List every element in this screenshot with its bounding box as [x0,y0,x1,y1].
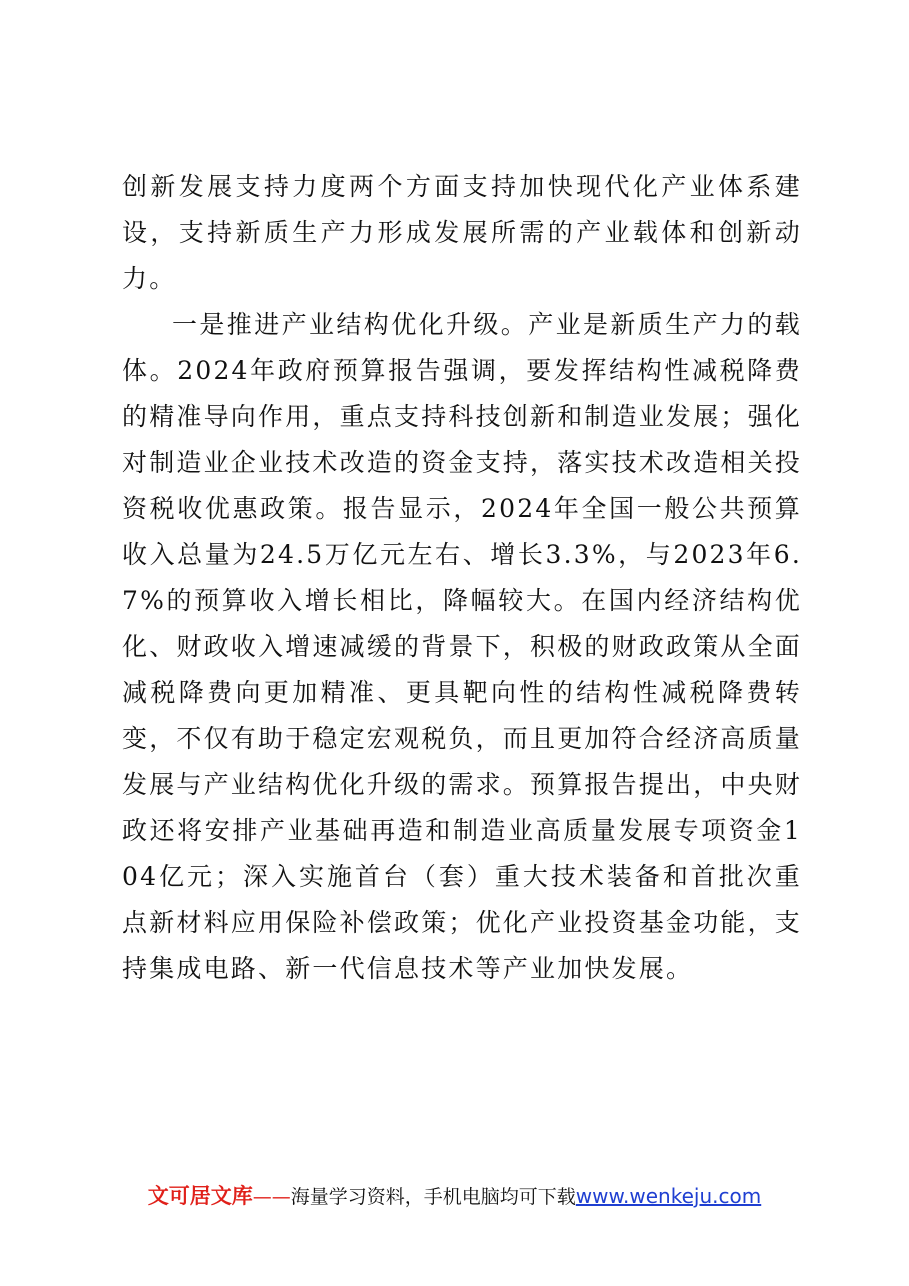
footer-brand: 文可居文库 [147,1184,253,1208]
footer-website-link[interactable]: www.wenkeju.com [575,1184,762,1208]
paragraph-industrial-structure: 一是推进产业结构优化升级。产业是新质生产力的载体。2024年政府预算报告强调，要发挥结构性减税降费的精准导向作用，重点支持科技创新和制造业发展；强化对制造业企业技术改造的资金支持，落实技术改造相关投资税收优惠政策。报告显示，2024年全国一般公共预算收入总量为24.5万亿元左右、增长3.3%，与2023年6.7%的预算收入增长相比，降幅较大。在国内经济结构优化、财政收入增速减缓的背景下，积极的财政政策从全面减税降费向更加精准、更具靶向性的结构性减税降费转变，不仅有助于稳定宏观税负，而且更加符合经济高质量发展与产业结构优化升级的需求。预算报告提出，中央财政还将安排产业基础再造和制造业高质量发展专项资金104亿元；深入实施首台（套）重大技术装备和首批次重点新材料应用保险补偿政策；优化产业投资基金功能，支持集成电路、新一代信息技术等产业加快发展。 [122,310,803,983]
footer-dash: —— [252,1186,291,1208]
footer-tagline: 海量学习资料，手机电脑均可下载 [290,1186,576,1208]
footer-banner [0,1182,909,1211]
document-body [122,164,802,992]
paragraph-continuation: 创新发展支持力度两个方面支持加快现代化产业体系建设，支持新质生产力形成发展所需的产业载体和创新动力。 [122,172,802,293]
